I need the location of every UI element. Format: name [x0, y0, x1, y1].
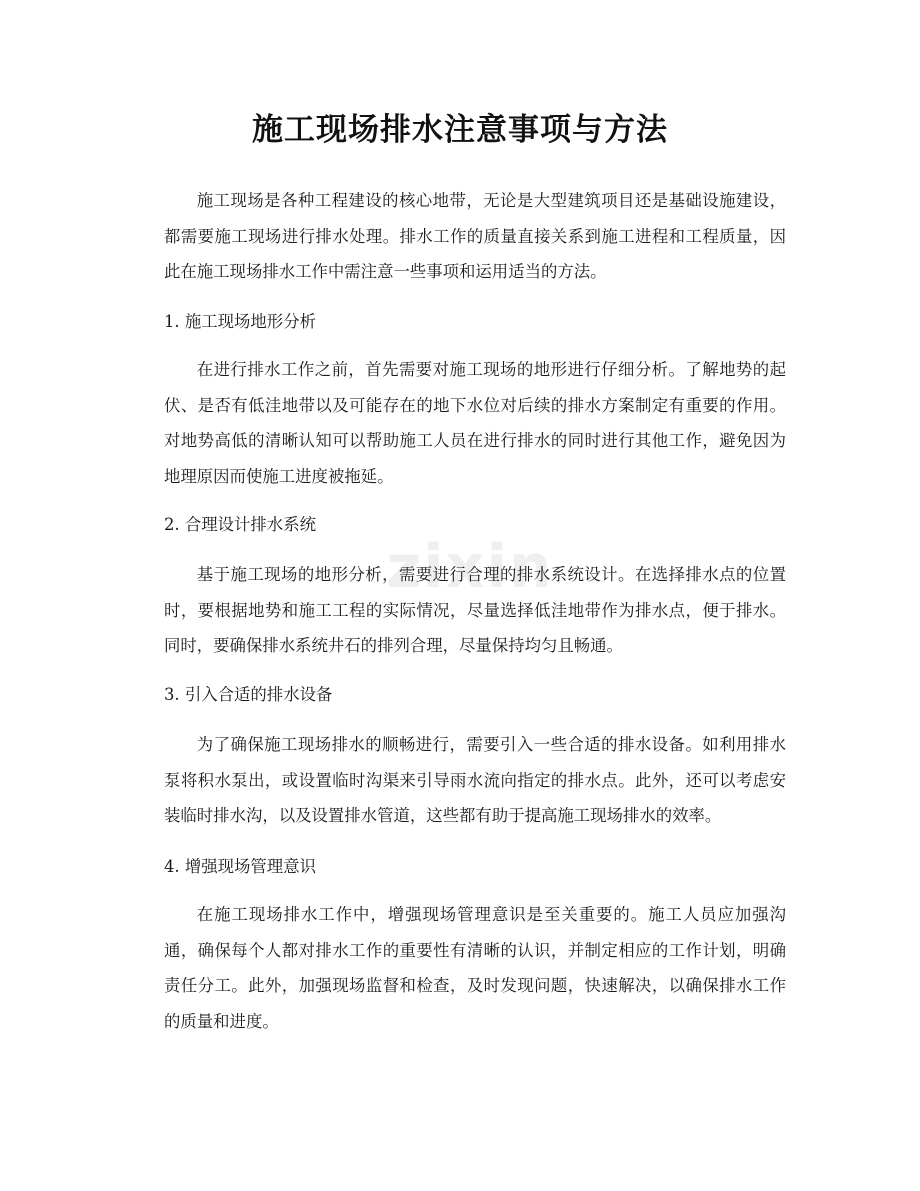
section-body-4: 在施工现场排水工作中，增强现场管理意识是至关重要的。施工人员应加强沟通，确保每个人都对排水工作的重要性有清晰的认识，并制定相应的工作计划，明确责任分工。此外，加强现场监督和检查，及时发现问题，快速解决，以确保排水工作的质量和进度。 — [164, 905, 786, 1031]
section-body-3: 为了确保施工现场排水的顺畅进行，需要引入一些合适的排水设备。如利用排水泵将积水泵出，或设置临时沟渠来引导雨水流向指定的排水点。此外，还可以考虑安装临时排水沟，以及设置排水管道，这些都有助于提高施工现场排水的效率。 — [164, 735, 786, 825]
section-heading-2: 2. 合理设计排水系统 — [164, 515, 316, 534]
watermark: zixin — [386, 532, 554, 602]
section-heading-4: 4. 增强现场管理意识 — [164, 857, 316, 876]
section-body-2: 基于施工现场的地形分析，需要进行合理的排水系统设计。在选择排水点的位置时，要根据地势和施工工程的实际情况，尽量选择低洼地带作为排水点，便于排水。同时，要确保排水系统井石的排列合理，尽量保持均匀且畅通。 — [164, 565, 786, 655]
section-body-1: 在进行排水工作之前，首先需要对施工现场的地形进行仔细分析。了解地势的起伏、是否有低洼地带以及可能存在的地下水位对后续的排水方案制定有重要的作用。对地势高低的清晰认知可以帮助施工人员在进行排水的同时进行其他工作，避免因为地理原因而使施工进度被拖延。 — [164, 360, 786, 486]
section-heading-1: 1. 施工现场地形分析 — [164, 312, 316, 331]
page-title: 施工现场排水注意事项与方法 — [252, 112, 668, 148]
intro-paragraph: 施工现场是各种工程建设的核心地带，无论是大型建筑项目还是基础设施建设，都需要施工现场进行排水处理。排水工作的质量直接关系到施工进程和工程质量，因此在施工现场排水工作中需注意一些事项和运用适当的方法。 — [164, 191, 786, 281]
section-heading-3: 3. 引入合适的排水设备 — [164, 685, 333, 704]
